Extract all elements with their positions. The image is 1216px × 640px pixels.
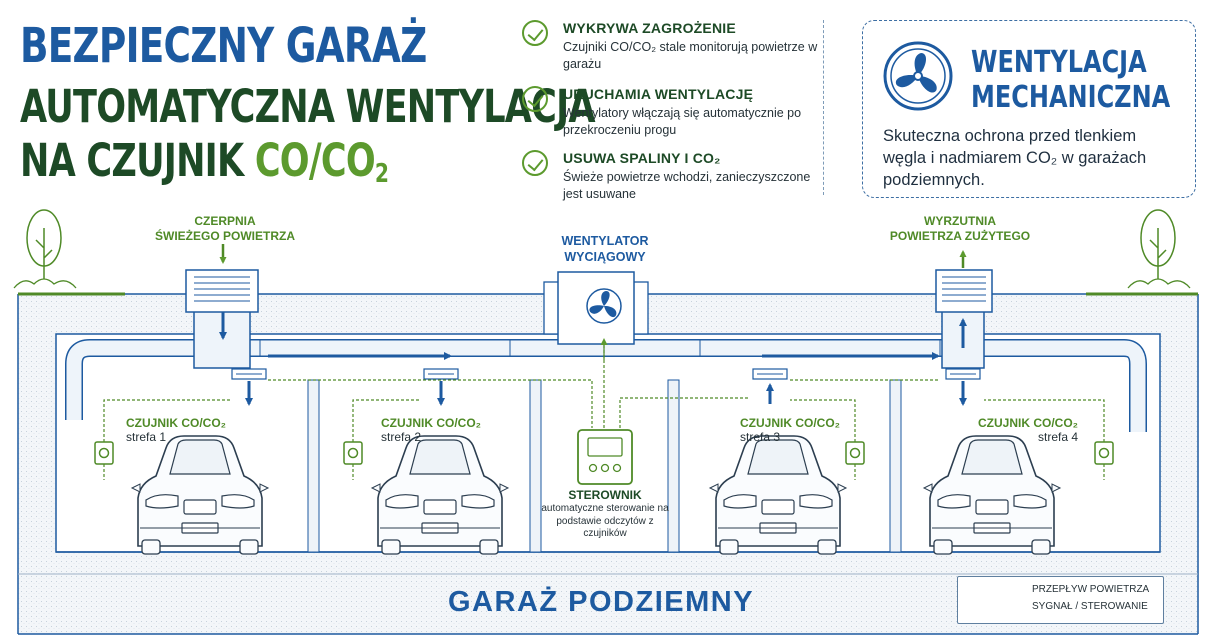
title-line-1: BEZPIECZNY GARAŻ	[20, 18, 427, 74]
controller-description: automatyczne sterowanie na podstawie odczytów z czujników	[541, 503, 669, 539]
sensor-label-zone-2: CZUJNIK CO/CO₂ strefa 2	[381, 416, 482, 444]
title-line-3-accent: $CO/CO_2$	[254, 134, 389, 189]
info-title: WENTYLACJA MECHANICZNA	[971, 45, 1171, 115]
intake-label: CZERPNIA ŚWIEŻEGO POWIETRZA	[155, 214, 295, 243]
exhaust-label: WYRZUTNIA POWIETRZA ZUŻYTEGO	[889, 214, 1031, 243]
legend-airflow	[970, 583, 1160, 599]
sensor-label-zone-4: CZUJNIK CO/CO₂ strefa 4	[978, 416, 1079, 444]
feature-desc: Czujniki CO/CO₂ stale monitorują powietrze w garażu	[563, 40, 818, 71]
controller-title: STEROWNIK	[568, 488, 642, 502]
feature-title: USUWA SPALINY I CO₂	[563, 150, 721, 166]
legend	[957, 576, 1164, 624]
info-description: Skuteczna ochrona przed tlenkiem węgla i nadmiarem CO₂ w garażach podziemnych.	[883, 127, 1147, 189]
sensor-label-zone-3: CZUJNIK CO/CO₂ strefa 3	[740, 416, 841, 444]
garage-label: GARAŻ PODZIEMNY	[448, 586, 755, 618]
title-line-3-prefix: NA CZUJNIK	[20, 134, 255, 187]
sensor-label-zone-1: CZUJNIK CO/CO₂ strefa 1	[126, 416, 227, 444]
fan-label: WENTYLATOR WYCIĄGOWY	[561, 234, 649, 264]
legend-signal-label: SYGNAŁ / STEROWANIE	[1032, 601, 1148, 612]
feature-title: URUCHAMIA WENTYLACJĘ	[563, 86, 754, 102]
legend-airflow-label: PRZEPŁYW POWIETRZA	[1032, 584, 1150, 595]
title-line-2: AUTOMATYCZNA WENTYLACJA	[20, 80, 595, 133]
feature-title: WYKRYWA ZAGROŻENIE	[563, 20, 736, 36]
legend-signal	[970, 600, 1160, 616]
feature-desc: Świeże powietrze wchodzi, zanieczyszczone jest usuwane	[563, 170, 811, 201]
feature-desc: Wentylatory włączają się automatycznie po przekroczeniu progu	[563, 106, 802, 137]
